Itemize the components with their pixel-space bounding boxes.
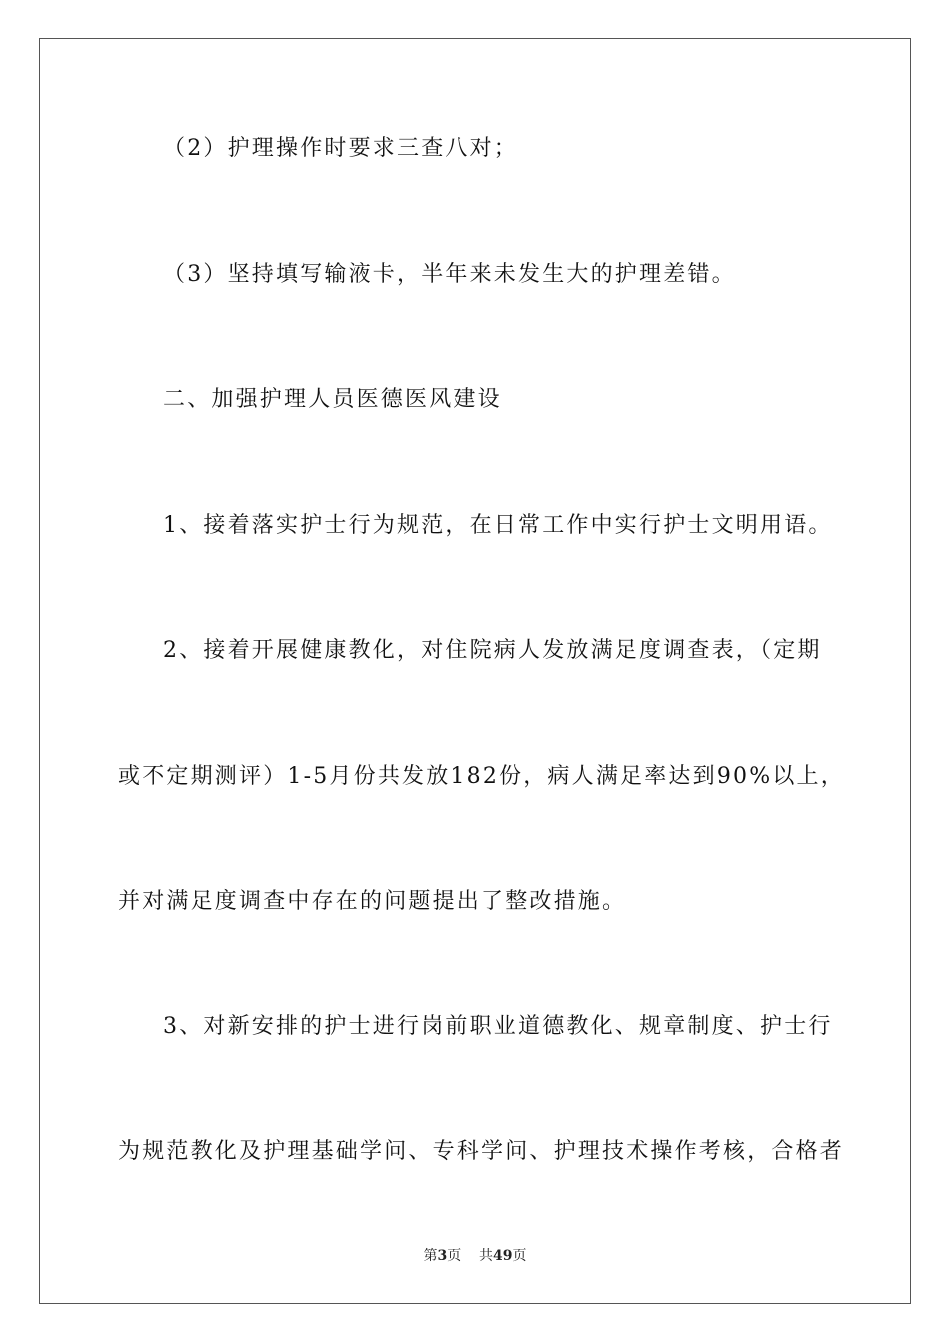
total-pages-number: 49	[493, 1248, 513, 1264]
paragraph-line: 为规范教化及护理基础学问、专科学问、护理技术操作考核，合格者	[118, 1139, 845, 1164]
footer-prefix: 第	[423, 1248, 438, 1264]
paragraph-line: 或不定期测评）1-5月份共发放182份，病人满足率达到90%以上，	[118, 764, 845, 789]
paragraph-line: 3、对新安排的护士进行岗前职业道德教化、规章制度、护士行	[163, 1014, 833, 1039]
paragraph-line: 2、接着开展健康教化，对住院病人发放满足度调查表，（定期	[163, 638, 822, 663]
paragraph-line: （3）坚持填写输液卡，半年来未发生大的护理差错。	[163, 262, 736, 287]
paragraph-line: 1、接着落实护士行为规范，在日常工作中实行护士文明用语。	[163, 513, 833, 538]
footer-total-prefix: 共	[479, 1248, 494, 1264]
page-footer	[0, 1247, 950, 1265]
page-border	[39, 38, 911, 1304]
current-page-number: 3	[437, 1248, 448, 1264]
paragraph-line: （2）护理操作时要求三查八对；	[163, 136, 518, 161]
footer-page-unit: 页	[447, 1248, 462, 1264]
paragraph-line: 并对满足度调查中存在的问题提出了整改措施。	[118, 889, 627, 914]
footer-total-unit: 页	[512, 1248, 527, 1264]
section-heading: 二、加强护理人员医德医风建设	[163, 387, 502, 412]
